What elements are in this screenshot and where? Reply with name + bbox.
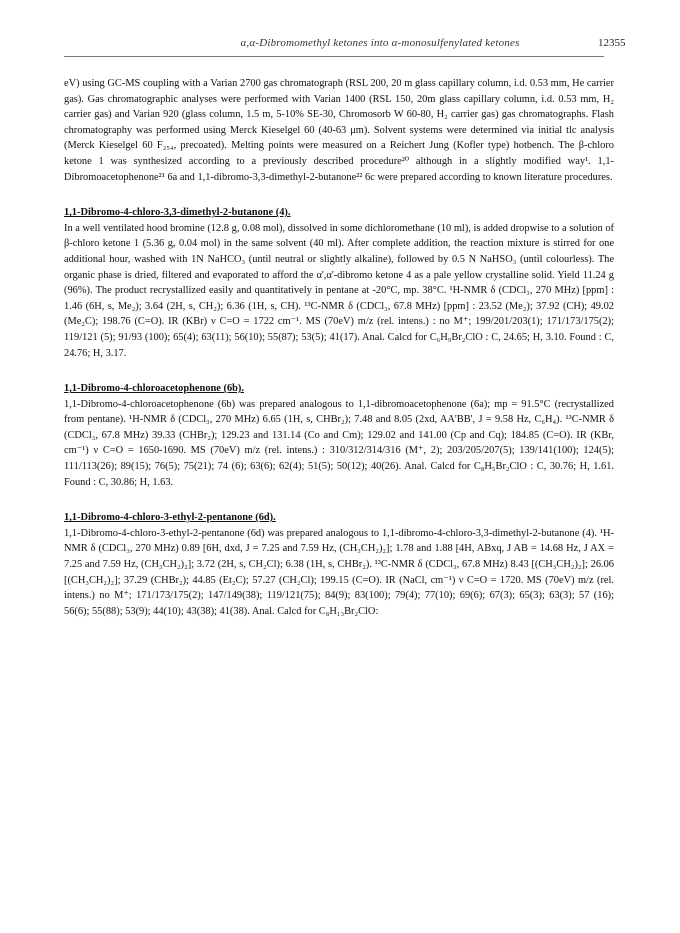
section-text: In a well ventilated hood bromine (12.8 g, 0.08 mol), dissolved in some dichloromethane (10 ml), is added dropwise to a solution of β-chloro ketone 1 (5.36 g, 0.04 mol) in the same solvent (40 ml). After complete addition, the reaction mixture is stirred for one additional hour, washed with 1N NaHCO₃ (until neutral or slightly alkaline), followed by 0.5 N NaHSO₃ (until colourless). The organic phase is dried, filtered and evaporated to afford the α',α'-dibromo ketone 4 as a pale yellow crystalline solid. Yield 11.24 g (96%). The product recrystallized easily and quantitatively in pentane at -20°C, mp. 38°C. ¹H-NMR δ (CDCl₃, 270 MHz) [ppm] : 1.46 (6H, s, Me₂); 3.64 (2H, s, CH₂); 6.36 (1H, s, CH). ¹³C-NMR δ (CDCl₃, 67.8 MHz) [ppm] : 23.52 (Me₂); 37.92 (CH); 49.02 (Me₂C); 198.76 (C=O). IR (KBr) ν C=O = 1722 cm⁻¹. MS (70eV) m/z (rel. intens.) : no M⁺; 199/201/203(1); 171/173/175(2); 119/121 (5); 91/93 (100); 65(4); 63(11); 56(10); 55(87); 53(5); 41(17). Anal. Calcd for C₆H₉Br₂ClO : C, 24.65; H, 3.10. Found : C, 24.76; H, 3.17. xyxy=(64,222,614,359)
section-compound-6b xyxy=(64,381,614,490)
section-text: 1,1-Dibromo-4-chloroacetophenone (6b) was prepared analogous to 1,1-dibromoacetophenone (6a); mp = 91.5°C (recrystallized from pentane). ¹H-NMR δ (CDCl₃, 270 MHz) 6.65 (1H, s, CHBr₂); 7.48 and 8.05 (2xd, AA'BB', J = 9.58 Hz, C₆H₄). ¹³C-NMR δ (CDCl₃, 67.8 MHz) 39.33 (CHBr₂); 129.23 and 131.14 (Co and Cm); 129.02 and 141.00 (Cp and Cq); 184.85 (C=O). IR (KBr, cm⁻¹) ν C=O = 1650-1690. MS (70eV) m/z (rel. intens.) : 310/312/314/316 (M⁺, 2); 203/205/207(5); 139/141(100); 124(5); 111/113(26); 89(15); 76(5); 75(21); 74 (6); 63(6); 62(4); 51(5); 50(12); 40(26). Anal. Calcd for C₈H₅Br₂ClO : C, 30.76; H, 1.61. Found : C, 30.86; H, 1.63. xyxy=(64,398,614,488)
section-heading: 1,1-Dibromo-4-chloro-3,3-dimethyl-2-butanone (4). xyxy=(64,207,291,219)
section-compound-4 xyxy=(64,205,614,361)
page-number: 12355 xyxy=(598,37,626,49)
section-heading: 1,1-Dibromo-4-chloro-3-ethyl-2-pentanone (6d). xyxy=(64,512,276,524)
section-text: 1,1-Dibromo-4-chloro-3-ethyl-2-pentanone (6d) was prepared analogous to 1,1-dibromo-4-chloro-3,3-dimethyl-2-butanone (4). ¹H-NMR δ (CDCl₃, 270 MHz) 0.89 [6H, dxd, J = 7.25 and 7.59 Hz, (CH₃CH₂)₂]; 1.78 and 1.88 [4H, ABxq, J AB = 14.68 Hz, J AX = 7.25 and 7.59 Hz, (CH₃CH₂)₂]; 3.72 (2H, s, CH₂Cl); 6.38 (1H, s, CHBr₂). ¹³C-NMR δ (CDCl₃, 67.8 MHz) 8.43 [(CH₃CH₂)₂]; 26.06 [(CH₃CH₂)₂]; 37.29 (CHBr₂); 44.85 (Et₂C); 57.27 (CH₂Cl); 199.15 (C=O). IR (NaCl, cm⁻¹) ν C=O = 1720. MS (70eV) m/z (rel. intens.) no M⁺; 171/173/175(2); 147/149(38); 119/121(75); 84(9); 83(100); 79(4); 77(10); 69(6); 67(3); 65(3); 63(3); 57 (16); 56(6); 55(88); 53(9); 44(10); 43(38); 41(38). Anal. Calcd for C₈H₁₃Br₂ClO: xyxy=(64,527,614,617)
running-head: α,α-Dibromomethyl ketones into α-monosulfenylated ketones xyxy=(240,37,520,49)
section-compound-6d xyxy=(64,510,614,619)
section-heading: 1,1-Dibromo-4-chloroacetophenone (6b). xyxy=(64,383,244,395)
document-body xyxy=(64,76,614,619)
intro-paragraph: eV) using GC-MS coupling with a Varian 2700 gas chromatograph (RSL 200, 20 m glass capillary column, i.d. 0.53 mm, He carrier gas). Gas chromatographic analyses were performed with Varian 1400 (RSL 150, 20m glass capillary column, i.d. 0.53 mm, H₂ carrier gas) and Varian 920 (glass column, 1.5 m, 5-10% SE-30, Chromosorb W 60-80, H₂ carrier gas) gas chromatographs. Flash chromatography was performed using Merck Kieselgel 60 (40-63 μm). Solvent systems were determined via initial tlc analysis (Merck Kieselgel 60 F₂₅₄, precoated). Melting points were measured on a Reichert Jung (Kofler type) hotbench. The β-chloro ketone 1 was synthesized according to a previously described procedure²⁰ although in a slightly modified way¹. 1,1-Dibromoacetophenone²¹ 6a and 1,1-dibromo-3,3-dimethyl-2-butanone²² 6c were prepared according to known literature procedures. xyxy=(64,78,614,183)
header-rule xyxy=(64,56,604,57)
